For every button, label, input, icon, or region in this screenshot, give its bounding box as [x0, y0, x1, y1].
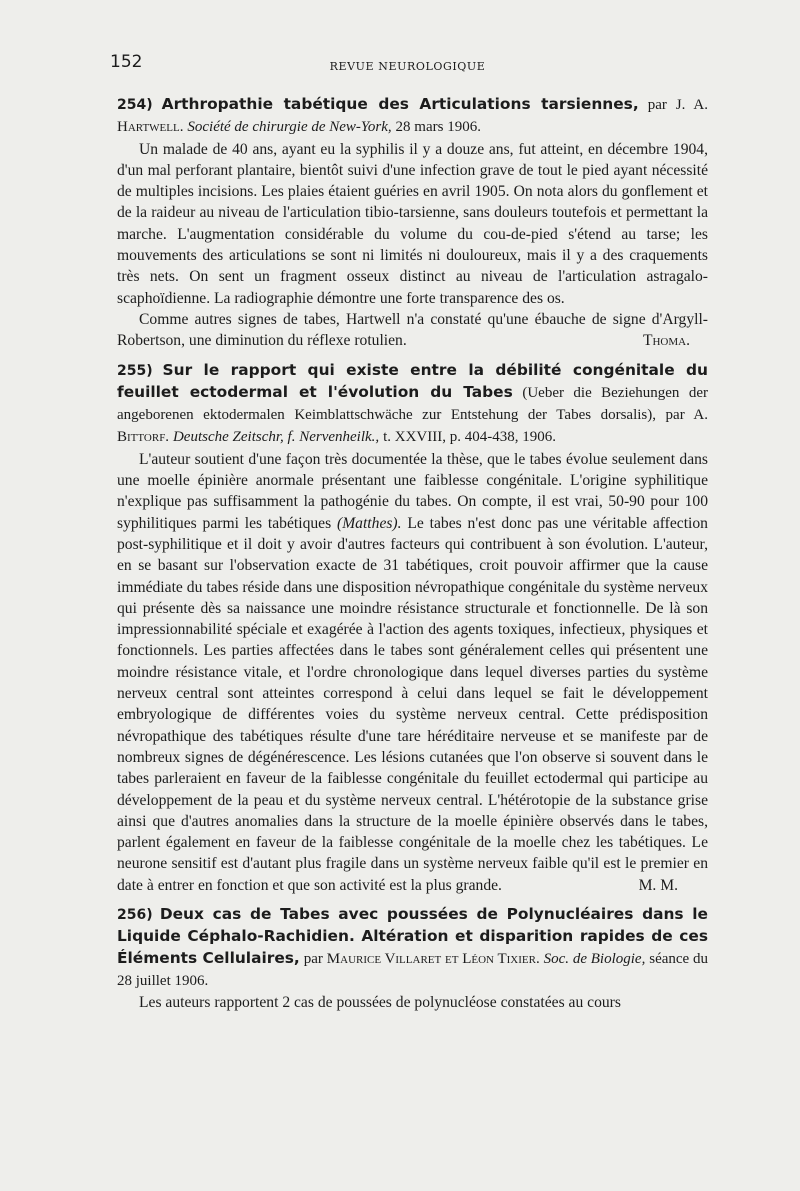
article-256: [117, 904, 708, 1013]
article-signature: Thoma.: [642, 332, 690, 350]
article-paragraph: [117, 309, 708, 352]
article-body: [117, 449, 708, 896]
article-paragraph: Les auteurs rapportent 2 cas de poussées de polynucléose constatées au cours: [139, 994, 621, 1012]
page-number: 152: [110, 52, 143, 72]
article-number: 256): [117, 906, 153, 923]
article-heading: [117, 94, 708, 139]
article-source: Deutsche Zeitschr, f. Nervenheilk.,: [172, 429, 380, 446]
article-paragraph: Un malade de 40 ans, ayant eu la syphilis il y a douze ans, fut atteint, en décembre 1904, d'un mal perforant plantaire, bientôt suivi d'une infection grave de tout le pied ayant nécessité de multiples incisions. Les plaies étaient guéries en avril 1905. On nota alors du gonflement et de la raideur au niveau de l'articulation tibio-tarsienne, sans douleurs toutefois et permettant la marche. L'augmentation considérable du volume du cou-de-pied s'étend au tarse; les mouvements des articulations se sont ni limités ni douloureux, mais il y a des craquements très nets. On sent un fragment osseux distinct au niveau de l'articulation astragalo-scaphoïdienne. La radiographie démontre une forte transparence des os.: [117, 140, 708, 307]
article-254: [117, 94, 708, 352]
article-signature: M. M.: [638, 876, 678, 894]
article-title: Arthropathie tabétique des Articulations tarsiennes,: [161, 95, 639, 113]
article-heading: [117, 904, 708, 992]
article-paragraph: [117, 449, 708, 896]
paragraph-text: Le tabes n'est donc pas une véritable affection post-syphilitique et il doit y avoir d'autres facteurs qui contribuent à son évolution. L'auteur, en se basant sur l'observation exacte de 31 tabétiques, croit pouvoir affirmer que la cause immédiate du tabes réside dans une disposition névropathique congénitale du système nerveux qui présente dès sa naissance une moindre résistance structurale et fonctionnelle. De là son impressionnabilité spéciale et exagérée à l'action des agents toxiques, infectieux, physiques et fonctionnels. Les parties affectées dans le tabes sont généralement celles qui présentent une moindre résistance vitale, et l'ordre chronologique dans lequel diverses parties du système nerveux central sont atteintes correspond à celui dans lequel se fait le développement embryologique de différentes voies du système nerveux central. Cette prédisposition névropathique des tabétiques résulte d'une tare héréditaire nerveuse et se manifeste par de nombreux signes de dégénérescence. Les lésions cutanées que l'on observe si souvent dans le tabes parleraient en faveur de la faiblesse congénitale du feuillet ectodermal qui participe au développement de la peau et du système nerveux central. L'hétérotopie de la substance grise ainsi que d'autres anomalies dans la structure de la moelle épinière observés dans le tabes, parlent également en faveur de la faiblesse congénitale de la moelle chez les tabétiques. Le neurone sensitif est d'autant plus fragile dans un système nerveux faible qu'il est le premier en date à entrer en fonction et que son activité est la plus grande.: [117, 514, 708, 894]
paragraph-text: Comme autres signes de tabes, Hartwell n'a constaté qu'une ébauche de signe d'Argyll-Robertson, une diminution du réflexe rotulien.: [117, 310, 708, 350]
citation: (Matthes).: [337, 514, 402, 532]
article-original-title: (Ueber die Beziehungen der angeborenen ektodermalen Keimblattschwäche zur Entstehung der Tabes dorsalis), par A.: [117, 384, 709, 424]
page-content: [117, 94, 708, 1021]
article-source: Société de chirurgie de New-York,: [187, 119, 392, 136]
article-by: par: [303, 950, 323, 967]
page-header: [110, 52, 705, 76]
article-title: Sur le rapport qui existe entre la débilité congénitale du feuillet ectodermal et l'évolution du Tabes: [117, 360, 708, 401]
article-body: [117, 992, 708, 1013]
article-body: [117, 139, 708, 352]
article-by: par J. A.: [647, 97, 709, 113]
article-date: t. XXVIII, p. 404-438, 1906.: [383, 429, 556, 446]
article-255: [117, 360, 708, 896]
article-authors: Hartwell.: [117, 119, 184, 136]
paragraph-text: L'auteur soutient d'une façon très documentée la thèse, que le tabes évolue seulement dans une moelle épinière anormale présentant une faiblesse congénitale. L'origine syphilitique n'explique pas suffisamment la pathogénie du tabes. On compte, il est vrai, 50-90 pour 100 syphilitiques parmi les tabétiques: [117, 450, 708, 532]
article-date: séance du 28 juillet 1906.: [117, 950, 708, 989]
article-number: 255): [117, 362, 153, 379]
article-source: Soc. de Biologie,: [543, 950, 646, 967]
article-authors: Bittorf.: [117, 429, 170, 446]
article-authors: Maurice Villaret et Léon Tixier.: [326, 950, 540, 967]
article-date: 28 mars 1906.: [395, 119, 481, 136]
article-title: Deux cas de Tabes avec poussées de Polynucléaires dans le Liquide Céphalo-Rachidien. Altération et disparition rapides de ces Éléments Cellulaires,: [117, 904, 708, 967]
article-number: 254): [117, 97, 153, 113]
article-heading: [117, 360, 708, 449]
running-head: REVUE NEUROLOGIQUE: [329, 60, 486, 73]
